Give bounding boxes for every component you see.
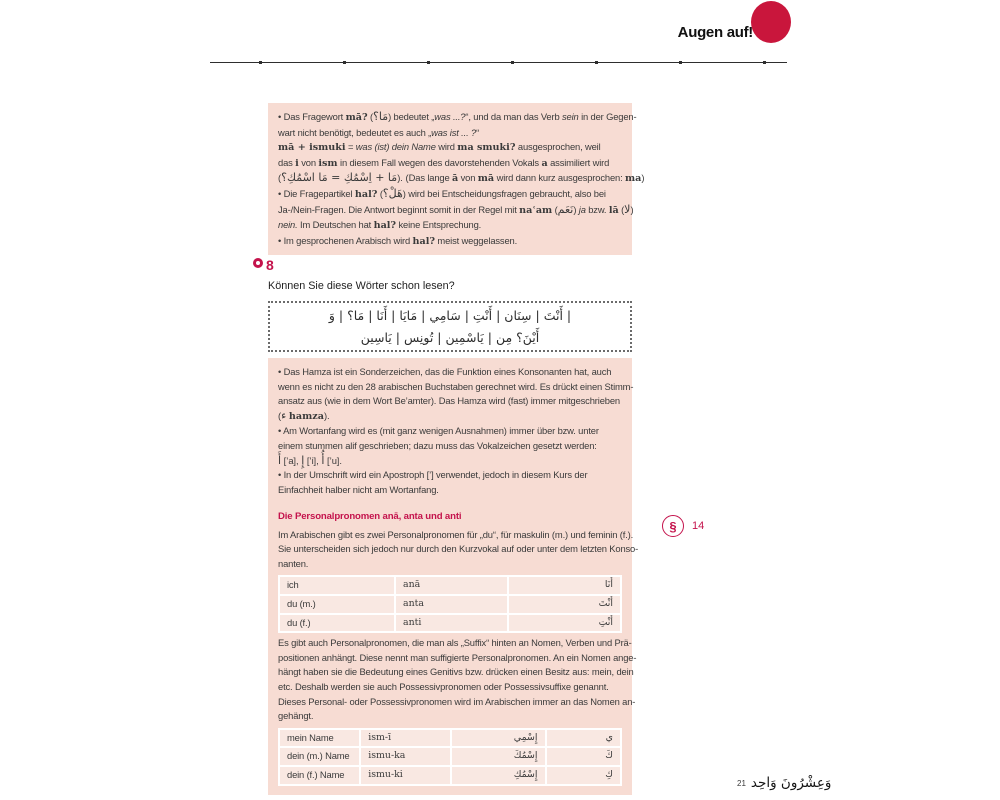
table-row: [280, 748, 620, 765]
arabic-word: وَاحِد: [750, 775, 777, 791]
info-box-fragewort: [268, 103, 645, 255]
table-cell: ي: [547, 730, 621, 747]
exercise-marker-icon: [253, 258, 263, 268]
exercise-number: 8: [266, 257, 274, 273]
paragraph-reference-number: 14: [692, 520, 705, 532]
suffix-table: [278, 728, 622, 786]
text-line: • Am Wortanfang wird es (mit ganz wenigen Ausnahmen) immer über bzw. unter: [278, 425, 599, 437]
text-line: das i von ism in diesem Fall wegen des davorstehenden Vokals a assimiliert wird: [278, 156, 610, 169]
arabic-text: مَا؟: [373, 110, 389, 123]
table-row: [280, 767, 620, 784]
text-line: gehängt.: [278, 710, 314, 722]
arabic-text: لا: [624, 202, 631, 216]
text-line: • Im gesprochenen Arabisch wird hal? meist weggelassen.: [278, 234, 518, 247]
grammar-box-personalpronomen: [268, 503, 639, 795]
text-line: • Das Fragewort mā? (مَا؟) bedeutet „was ...?“, und da man das Verb sein in der Gegen-: [278, 110, 637, 123]
arabic-word: يَاسِين: [360, 329, 392, 345]
table-cell: إِسْمُكِ: [452, 767, 544, 784]
table-cell: anta: [396, 596, 507, 613]
table-cell: mein Name: [280, 730, 359, 747]
table-cell: dein (m.) Name: [280, 748, 359, 765]
text-line: (مَا + اِسْمُكِ = مَا اسْمُكِ؟). (Das lange ā von mā wird dann kurz ausgesprochen: ma): [278, 171, 645, 185]
table-row: [280, 615, 620, 632]
arabic-text: نَعَم: [557, 202, 574, 216]
page-header-title: Augen auf!: [677, 24, 753, 41]
table-cell: dein (f.) Name: [280, 767, 359, 784]
table-cell: ismu-ki: [361, 767, 450, 784]
text-line: wenn es nicht zu den 28 arabischen Buchstaben gerechnet wird. Es drückt einen Stimm-: [278, 380, 634, 392]
text-line: Ja-/Nein-Fragen. Die Antwort beginnt somit in der Regel mit naʿam (نَعَم) ja bzw. lā (لا): [278, 202, 634, 216]
arabic-word: وَ: [328, 307, 335, 323]
arabic-text: إِ: [301, 453, 305, 467]
arabic-word: أَنْتِ: [472, 307, 493, 323]
text-line: mā + ismuki = was (ist) dein Name wird ma smuki? ausgesprochen, weil: [278, 141, 601, 154]
arabic-text: مَا + اِسْمُكِ = مَا اسْمُكِ؟: [281, 171, 398, 185]
text-line: Dieses Personal- oder Possessivpronomen wird im Arabischen immer an das Nomen an-: [278, 695, 636, 707]
table-cell: إِسْمُكَ: [452, 748, 544, 765]
arabic-text: أَ: [278, 453, 282, 467]
text-line: ansatz aus (wie in dem Wort Be’amter). Das Hamza wird (fast) immer mitgeschrieben: [278, 395, 620, 407]
arabic-word: سِنَان: [504, 307, 532, 323]
pronoun-table: [278, 575, 622, 633]
table-row: [280, 596, 620, 613]
corner-circle-decoration: [751, 1, 791, 43]
text-line: nein. Im Deutschen hat hal? keine Entsprechung.: [278, 219, 482, 232]
text-line: hängt haben sie die Bedeutung eines Genitivs bzw. drücken einen Besitz aus: mein, dein: [278, 666, 634, 678]
text-line: Einfachheit halber nicht am Wortanfang.: [278, 483, 439, 495]
table-cell: أَنْتَ: [509, 596, 620, 613]
rule-dot: [427, 61, 430, 64]
rule-dot: [259, 61, 262, 64]
text-line: (ء hamza).: [278, 408, 330, 422]
arabic-words-line-1: وَ | مَا؟ | أَنَا | مَايَا | سَامِي | أَنْتِ | سِنَان | أَنْتَ |: [328, 307, 572, 323]
arabic-word: تُونِس: [403, 329, 434, 345]
arabic-word: سَامِي: [429, 307, 461, 323]
table-cell: anā: [396, 577, 507, 594]
arabic-text: هَلْ؟: [382, 186, 403, 200]
arabic-word: مَا؟: [347, 307, 365, 323]
rule-dot: [679, 61, 682, 64]
text-line: nanten.: [278, 557, 309, 569]
page-footer: [737, 775, 831, 791]
table-cell: anti: [396, 615, 507, 632]
paragraph-reference-icon: §: [662, 515, 684, 537]
grammar-box-heading: Die Personalpronomen anā, anta und anti: [278, 511, 462, 522]
table-cell: du (f.): [280, 615, 394, 632]
table-cell: أَنَا: [509, 577, 620, 594]
table-row: [280, 577, 620, 594]
arabic-word: أَنْتَ: [543, 307, 563, 323]
arabic-text: ء: [281, 408, 287, 422]
text-line: • Die Fragepartikel hal? (هَلْ؟) wird bei Entscheidungsfragen gebraucht, also bei: [278, 186, 606, 200]
page-number: 21: [737, 778, 746, 788]
reading-words-box: [268, 301, 632, 352]
table-row: [280, 730, 620, 747]
text-line: einem stummen alif geschrieben; dazu muss das Vokalzeichen gesetzt werden:: [278, 439, 597, 451]
text-line: Sie unterscheiden sich jedoch nur durch den Kurzvokal auf oder unter dem letzten Konso-: [278, 543, 639, 555]
table-cell: كَ: [547, 748, 621, 765]
text-line: wart nicht benötigt, bedeutet es auch „was ist ... ?“: [278, 126, 480, 138]
text-line: • Das Hamza ist ein Sonderzeichen, das die Funktion eines Konsonanten hat, auch: [278, 366, 612, 377]
arabic-word: أَيْنَ؟: [516, 329, 540, 345]
text-line: etc. Deshalb werden sie auch Possessivpronomen oder Possessivsuffixe genannt.: [278, 680, 609, 692]
progress-rule: [210, 62, 787, 63]
arabic-words-line-2: يَاسِين | تُونِس | يَاسْمِين | مِن أَيْنَ؟: [360, 329, 540, 345]
arabic-word: مَايَا: [399, 307, 418, 323]
exercise-question: Können Sie diese Wörter schon lesen?: [268, 280, 455, 292]
text-line: positionen anhängt. Diese nennt man suffigierte Personalpronomen. An ein Nomen ange-: [278, 651, 637, 663]
text-line: أَ [’a], إِ [’i], أُ [’u].: [278, 453, 342, 467]
grammar-paragraph-1: [278, 528, 639, 572]
page-number-arabic: [751, 775, 832, 791]
rule-dot: [343, 61, 346, 64]
arabic-word: يَاسْمِين: [445, 329, 484, 345]
arabic-word: وَعِشْرُونَ: [780, 775, 832, 791]
arabic-word: أَنَا: [376, 307, 388, 323]
grammar-paragraph-2: [278, 636, 637, 724]
table-cell: كِ: [547, 767, 621, 784]
rule-dot: [511, 61, 514, 64]
info-box-hamza: [268, 358, 632, 503]
text-line: • In der Umschrift wird ein Apostroph [’] verwendet, jedoch in diesem Kurs der: [278, 469, 588, 481]
rule-dot: [763, 61, 766, 64]
table-cell: du (m.): [280, 596, 394, 613]
arabic-word: مِن: [495, 329, 513, 345]
rule-dot: [595, 61, 598, 64]
table-cell: ich: [280, 577, 394, 594]
text-line: Es gibt auch Personalpronomen, die man als „Suffix“ hinten an Nomen, Verben und Prä-: [278, 637, 632, 649]
table-cell: ismu-ka: [361, 748, 450, 765]
text-line: Im Arabischen gibt es zwei Personalpronomen für „du“, für maskulin (m.) und feminin (f.).: [278, 528, 634, 540]
arabic-text: أُ: [321, 453, 325, 467]
table-cell: أَنْتِ: [509, 615, 620, 632]
table-cell: ism-ī: [361, 730, 450, 747]
table-cell: إِسْمِي: [452, 730, 544, 747]
